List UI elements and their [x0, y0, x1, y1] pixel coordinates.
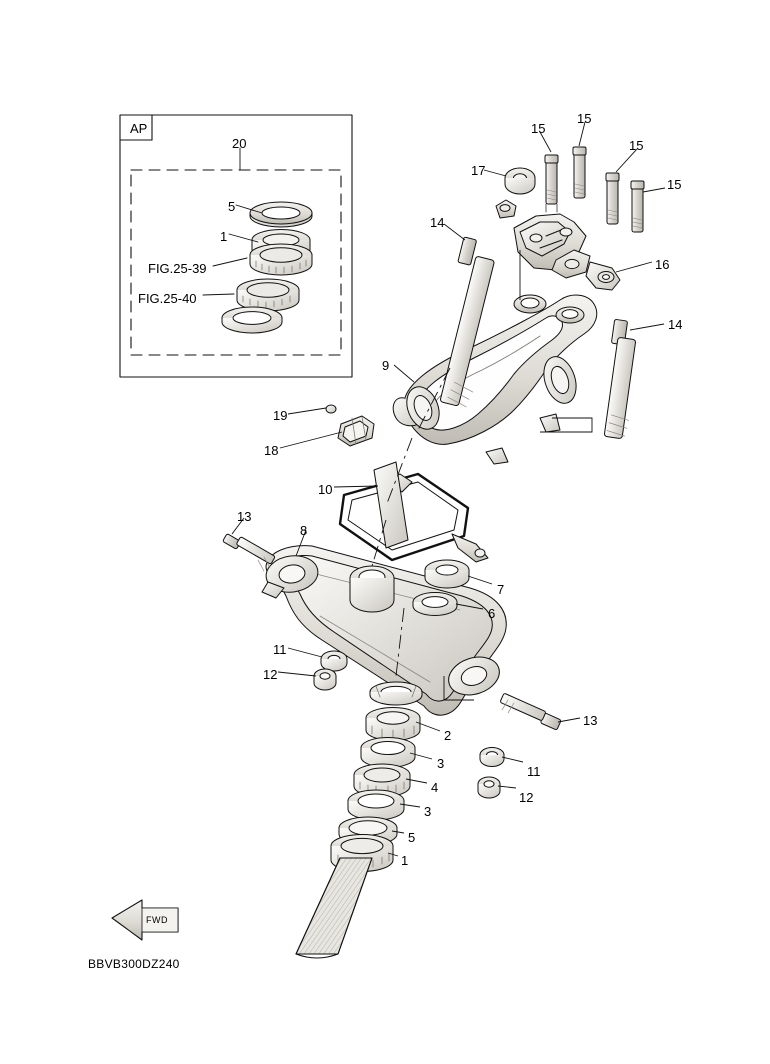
- callout-1-b: 1: [401, 853, 409, 868]
- callout-2: 2: [444, 728, 452, 743]
- callout-5-b: 5: [408, 830, 416, 845]
- diagram-part-number: BBVB300DZ240: [88, 957, 180, 971]
- callout-14-b: 14: [668, 317, 683, 332]
- callout-14-a: 14: [430, 215, 445, 230]
- callout-7: 7: [497, 582, 505, 597]
- callout-19: 19: [273, 408, 288, 423]
- callout-5-inset: 5: [228, 199, 236, 214]
- callout-13-a: 13: [237, 509, 252, 524]
- callout-17: 17: [471, 163, 486, 178]
- callout-13-b: 13: [583, 713, 598, 728]
- callout-10: 10: [318, 482, 333, 497]
- callout-3-b: 3: [424, 804, 432, 819]
- callout-20: 20: [232, 136, 247, 151]
- callout-15-d: 15: [667, 177, 682, 192]
- callout-15-b: 15: [577, 111, 592, 126]
- callout-11-b: 11: [527, 764, 541, 779]
- callout-12-b: 12: [519, 790, 534, 805]
- callout-16: 16: [655, 257, 670, 272]
- inset-label-ap: AP: [130, 121, 148, 136]
- figure-ref-25-39[interactable]: FIG.25-39: [148, 261, 207, 276]
- figure-ref-25-40[interactable]: FIG.25-40: [138, 291, 197, 306]
- callout-9: 9: [382, 358, 390, 373]
- callout-11-a: 11: [273, 642, 287, 657]
- fwd-arrow-label: FWD: [146, 915, 168, 925]
- callout-15-a: 15: [531, 121, 546, 136]
- callout-3-a: 3: [437, 756, 445, 771]
- callout-4: 4: [431, 780, 439, 795]
- callout-1-inset: 1: [220, 229, 228, 244]
- callout-6: 6: [488, 606, 496, 621]
- callout-12-a: 12: [263, 667, 278, 682]
- callout-8: 8: [300, 523, 308, 538]
- callout-15-c: 15: [629, 138, 644, 153]
- callout-18: 18: [264, 443, 279, 458]
